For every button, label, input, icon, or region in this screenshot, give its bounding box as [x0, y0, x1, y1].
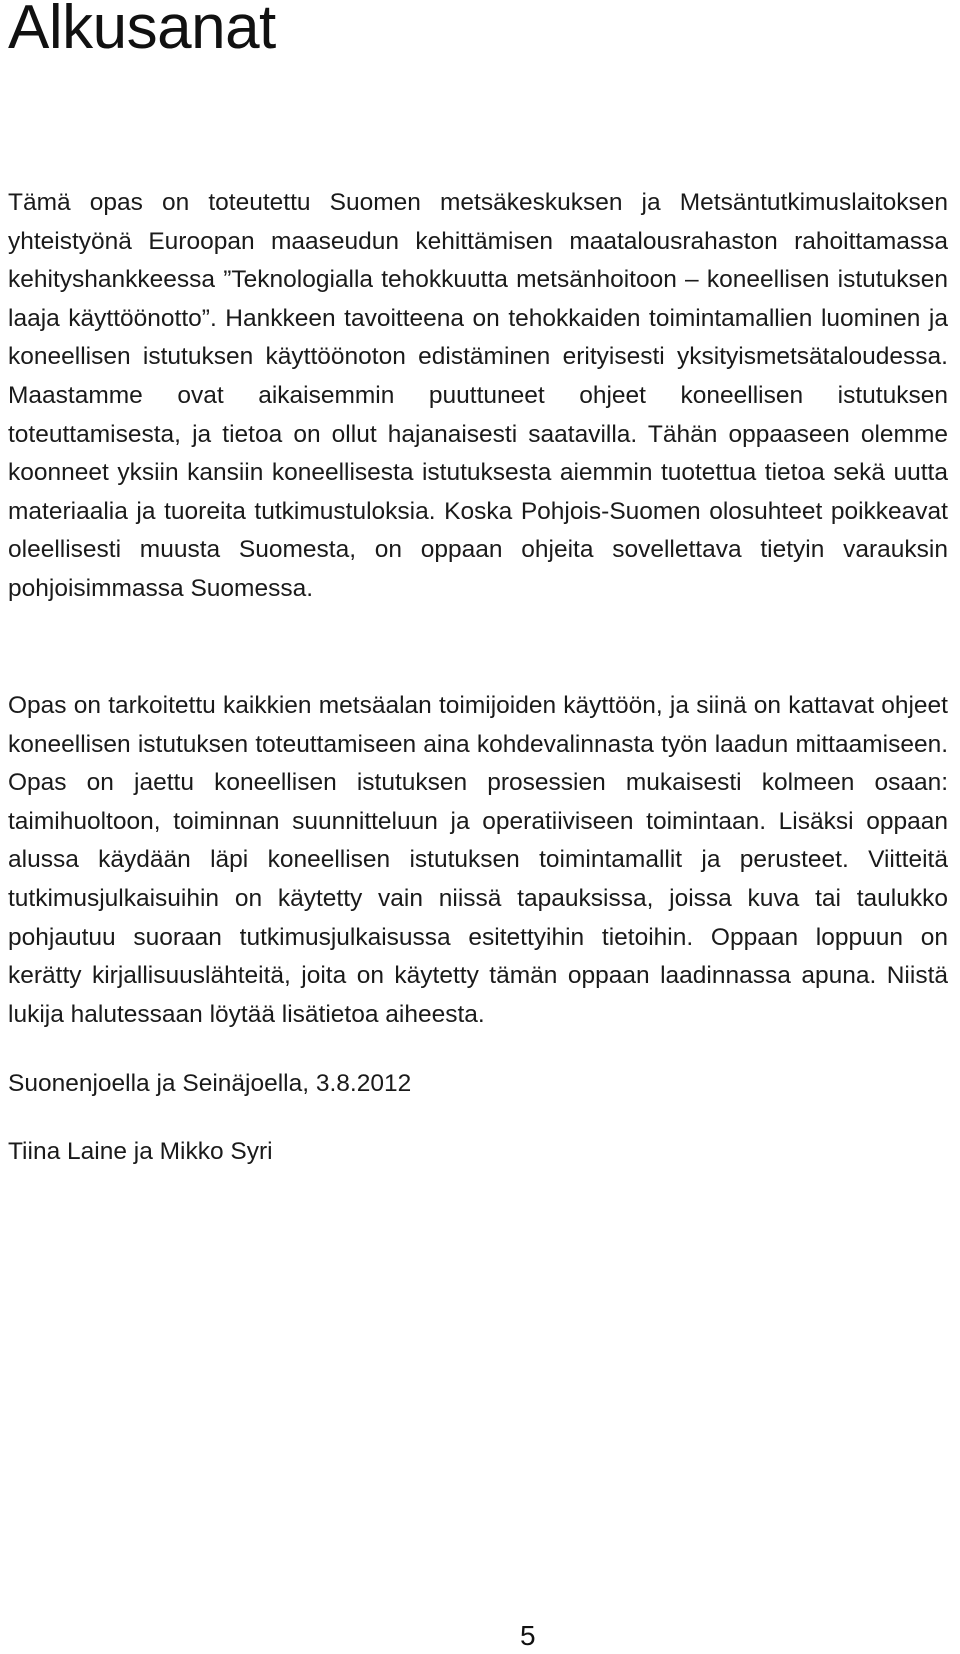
- paragraph-intro: Tämä opas on toteutettu Suomen metsäkeskuksen ja Metsäntutkimuslaitoksen yhteistyönä Euroopan maaseudun kehittämisen maatalousrahaston rahoittamassa kehityshankkeessa ”Teknologialla tehokkuutta metsänhoitoon – koneellisen istutuksen laaja käyttöönotto”. Hankkeen tavoitteena on tehokkaiden toimintamallien luominen ja koneellisen istutuksen käyttöönoton edistäminen erityisesti yksityismetsätaloudessa. Maastamme ovat aikaisemmin puuttuneet ohjeet koneellisen istutuksen toteuttamisesta, ja tietoa on ollut hajanaisesti saatavilla. Tähän oppaaseen olemme koonneet yksiin kansiin koneellisesta istutuksesta aiemmin tuotettua tietoa sekä uutta materiaalia ja tuoreita tutkimustuloksia. Koska Pohjois-Suomen olosuhteet poikkeavat oleellisesti muusta Suomesta, on oppaan ohjeita sovellettava tietyin varauksin pohjoisimmassa Suomessa.: [8, 189, 948, 602]
- page-title: Alkusanat: [8, 0, 276, 62]
- signature: Tiina Laine ja Mikko Syri: [8, 1138, 273, 1165]
- page-number: 5: [520, 1620, 536, 1651]
- dateline: Suonenjoella ja Seinäjoella, 3.8.2012: [8, 1070, 412, 1097]
- paragraph-usage: Opas on tarkoitettu kaikkien metsäalan toimijoiden käyttöön, ja siinä on kattavat ohjeet koneellisen istutuksen toteuttamiseen aina kohdevalinnasta työn laadun mittaamiseen. Opas on jaettu koneellisen istutuksen prosessien mukaisesti kolmeen osaan: taimihuoltoon, toiminnan suunnitteluun ja operatiiviseen toimintaan. Lisäksi oppaan alussa käydään läpi koneellisen istutuksen toimintamallit ja perusteet. Viitteitä tutkimusjulkaisuihin on käytetty vain niissä tapauksissa, joissa kuva tai taulukko pohjautuu suoraan tutkimusjulkaisussa esitettyihin tietoihin. Oppaan loppuun on kerätty kirjallisuuslähteitä, joita on käytetty tämän oppaan laadinnassa apuna. Niistä lukija halutessaan löytää lisätietoa aiheesta.: [8, 692, 948, 1028]
